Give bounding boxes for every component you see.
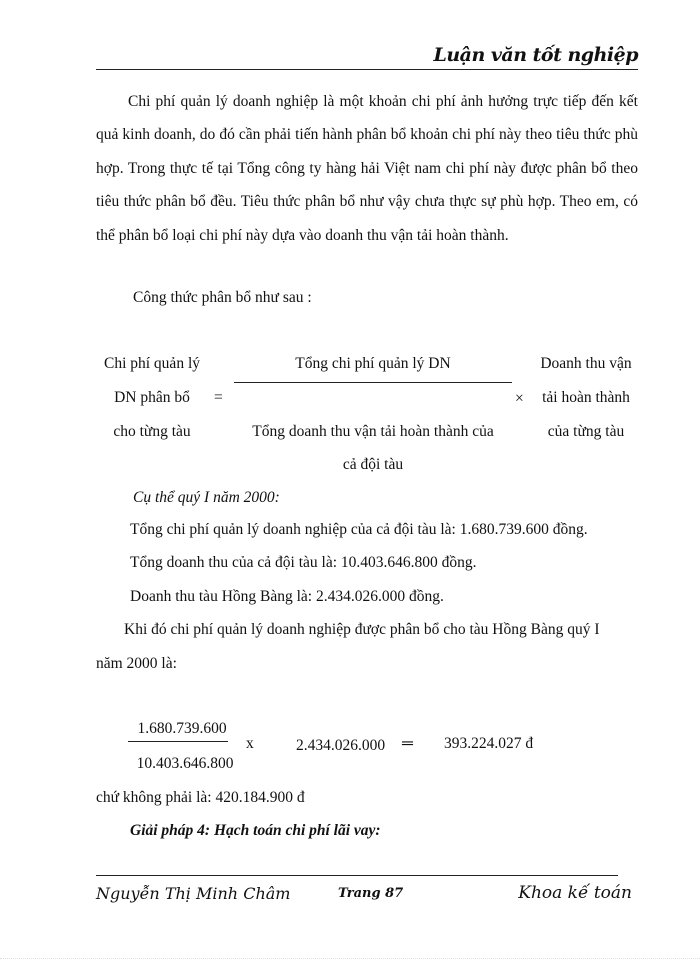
calc-fraction-bar [128, 741, 228, 742]
solution-heading: Giải pháp 4: Hạch toán chi phí lãi vay: [130, 822, 381, 839]
calc-numerator: 1.680.739.600 [137, 720, 227, 737]
formula-right-line3: của từng tàu [547, 423, 625, 440]
formula-fraction-bar [234, 382, 512, 383]
calc-multiplier: 2.434.026.000 [296, 737, 386, 754]
example-line-1: Tổng chi phí quản lý doanh nghiệp của cả đội tàu là: 1.680.739.600 đồng. [130, 521, 588, 538]
result-intro-line-1: Khi đó chi phí quản lý doanh nghiệp được phân bổ cho tàu Hồng Bàng quý I [124, 621, 600, 638]
footer-faculty: Khoa kế toán [518, 883, 632, 903]
footer-rule [96, 875, 618, 876]
formula-left-line3: cho từng tàu [113, 423, 191, 440]
formula-intro: Công thức phân bổ như sau : [133, 289, 312, 306]
formula-denominator-line1: Tổng doanh thu vận tải hoàn thành của [252, 423, 494, 440]
formula-equals: = [214, 389, 223, 406]
result-intro-line-2: năm 2000 là: [96, 655, 177, 672]
paragraph-1 [96, 85, 638, 252]
header-title: Luận văn tốt nghiệp [433, 44, 638, 66]
calc-result: 393.224.027 đ [444, 735, 534, 752]
paragraph-1-text: Chi phí quản lý doanh nghiệp là một khoản chi phí ảnh hưởng trực tiếp đến kết quả kinh doanh, do đó cần phải tiến hành phân bổ khoản chi phí này theo tiêu thức phù hợp. Trong thực tế tại Tổng công ty hàng hải Việt nam chi phí này được phân bổ theo tiêu thức phân bổ đều. Tiêu thức phân bổ như vậy chưa thực sự phù hợp. Theo em, có thể phân bổ loại chi phí này dựa vào doanh thu vận tải hoàn thành. [96, 93, 638, 244]
page-bottom-edge [0, 958, 700, 959]
calc-times: x [246, 735, 254, 752]
formula-numerator: Tổng chi phí quản lý DN [295, 355, 451, 372]
example-heading: Cụ thể quý I năm 2000: [133, 489, 280, 506]
header-rule [96, 69, 638, 70]
formula-left-line2: DN phân bổ [114, 389, 190, 406]
formula-times: × [515, 390, 524, 407]
footer-author: Nguyễn Thị Minh Châm [96, 884, 291, 903]
example-line-3: Doanh thu tàu Hồng Bàng là: 2.434.026.000 đồng. [130, 588, 444, 605]
footer-page-number: Trang 87 [338, 886, 404, 901]
formula-denominator-line2: cả đội tàu [342, 456, 404, 473]
formula-right-line2: tải hoàn thành [542, 389, 630, 406]
formula-right-line1: Doanh thu vận [540, 355, 632, 372]
formula-left-line1: Chi phí quản lý [103, 355, 200, 372]
calc-equals: ═ [402, 735, 413, 752]
example-line-2: Tổng doanh thu của cả đội tàu là: 10.403.646.800 đồng. [130, 554, 477, 571]
calc-denominator: 10.403.646.800 [136, 755, 234, 772]
note-line: chứ không phải là: 420.184.900 đ [96, 789, 305, 806]
